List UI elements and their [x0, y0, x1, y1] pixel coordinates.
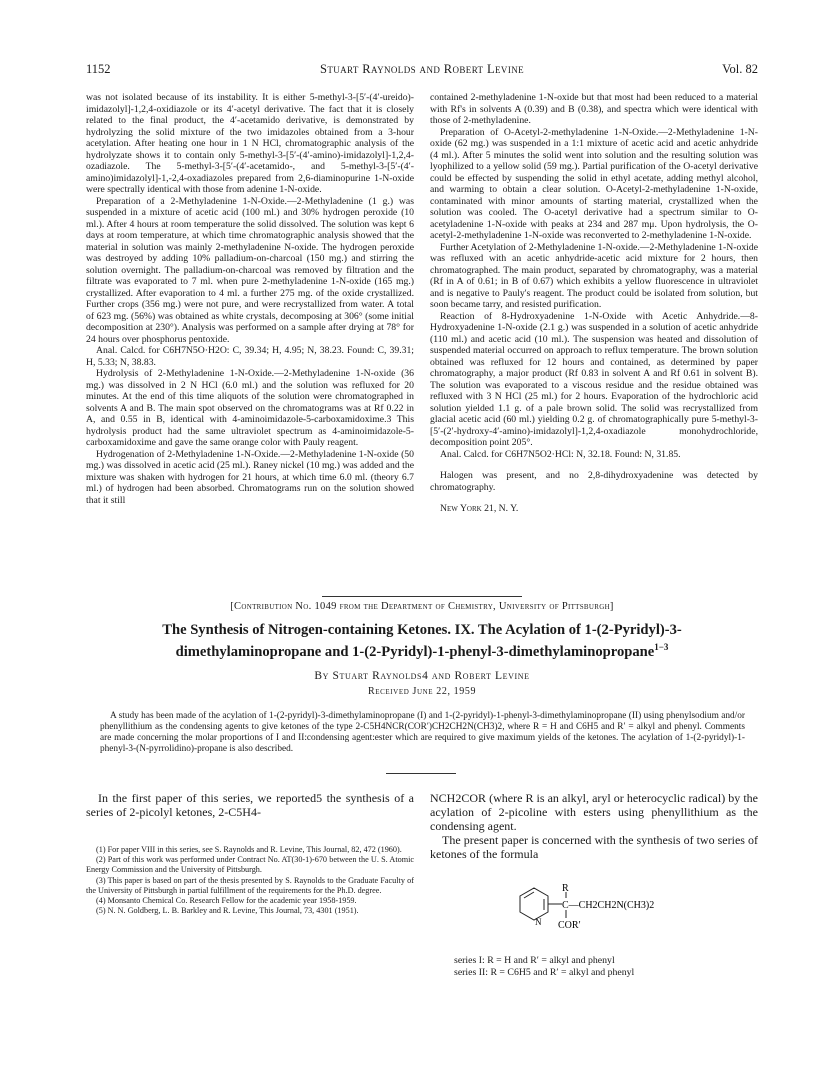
- paragraph: Reaction of 8-Hydroxyadenine 1-N-Oxide with Acetic Anhydride.—8-Hydroxyadenine 1-N-oxide (2.1 g.) was suspended in a solution of acetic anhydride (110 ml.) and acetic acid (10 ml.). The suspension was heated and dissolution of suspended material occurred on approach to reflux temperature. The brown solution obtained was refluxed for 12 hours and contained, as determined by paper chromatography, a major product (Rf 0.83 in solvent A and Rf 0.61 in solvent B). The solution was evaporated to a viscous residue and the residue obtained was refluxed with 3 N HCl (25 ml.) for 2 hours. Evaporation of the hydrochloric acid solution yielded 1.1 g. of a pale brown solid. The solid was recrystallized from glacial acetic acid (60 ml.) yielding 0.2 g. of chromatographically pure 5-methyl-3-[5′-(2′-hydroxy-4′-amino)-imidazolyl]-1,2,4-oxadiazole monohydrochloride, decomposition point 205°.: [430, 310, 758, 448]
- abstract: A study has been made of the acylation of 1-(2-pyridyl)-3-dimethylaminopropane (I) and 1-(2-pyridyl)-1-phenyl-3-dimethylaminopropane (II) using phenylsodium and/or phenyllithium as the condensing agents to give ketones of the type 2-C5H4NCR(COR′)CH2CH2N(CH3)2, where R = H and C6H5 and R′ = alkyl and phenyl. Comments are made concerning the molar proportions of I and II:condensing agent:ester which are required to give maximum yields of the ketones. The acylation of 1-(2-pyridyl)-1-phenyl-3-(N-pyrrolidino)-propane is also described.: [100, 711, 745, 754]
- location-line: New York 21, N. Y.: [440, 503, 519, 514]
- received-date: Received June 22, 1959: [367, 686, 477, 697]
- paragraph: was not isolated because of its instability. It is either 5-methyl-3-[5′-(4′-ureido)-imidazolyl]-1,2,4-oxidiazole or its 4′-acetyl derivative. The fact that it is closely related to the final product, the 4′-acetamido derivative, is demonstrated by hydrolyzing the solid mixture of the two imidazoles obtained from a 3-hour acetylation. After heating one hour in 1 N HCl, chromatographic analysis of the hydrolyzate shows it to contain only 5-methyl-3-[5′-(4′-amino)-imidazolyl]-1,2,4-ozadiazole. The 5-methyl-3-[5′-(4′-acetamido-, and 5-methyl-3-[5′-(4′-amino)imidazolyl]-1,-2,4-oxadiazoles prepared from 2,6-diaminopurine 1-N-oxide were spectrally identical with those from adenine 1-N-oxide.: [86, 92, 414, 195]
- r-label: R: [562, 883, 569, 894]
- footnotes: [86, 845, 414, 916]
- paragraph: Hydrolysis of 2-Methyladenine 1-N-Oxide.—2-Methyladenine 1-N-oxide (36 mg.) was dissolved in 2 N HCl (6.0 ml.) and the solution was refluxed for 20 minutes. At the end of this time aliquots of the solution were chromatographed in solvents A and B. The main spot observed on the chromatograms was at Rf 0.22 in A, and 0.55 in B, identical with 4-aminoimidazole-5-carboxamidoxime.3 This hydrolysis product had the same ultraviolet spectrum as 4-aminoimidazole-5-carboxamidoxime and gave the same orange color with Pauly reagent.: [86, 368, 414, 448]
- volume-number: Vol. 82: [722, 62, 758, 76]
- paragraph: Halogen was present, and no 2,8-dihydroxyadenine was detected by chromatography.: [430, 470, 758, 493]
- intro-right-column: [430, 791, 758, 861]
- footnote: (4) Monsanto Chemical Co. Research Fellow for the academic year 1958-1959.: [96, 896, 357, 906]
- paragraph: Preparation of O-Acetyl-2-methyladenine 1-N-Oxide.—2-Methyladenine 1-N-oxide (62 mg.) was suspended in a 1:1 mixture of acetic acid and acetic anhydride (4 ml.). After 5 minutes the solid went into solution and the resulting solution was lyophilized to a yellow solid (59 mg.). Partial purification of the O-acetyl derivative could be effected by suspending the solid in ethyl acetate, adding methyl alcohol, and warming to obtain a clear solution. O-Acetyl-2-methyladenine 1-N-oxide, contaminated with minor amounts of starting material, crystallized when the solution was cooled. The O-acetyl derivative had a spectrum similar to O-acetyladenine 1-N-oxide with peaks at 234 and 287 mμ. Upon hydrolysis, the O-acetyl-2-methyladenine 1-N-oxide was reconverted to 2-methyladenine 1-N-oxide.: [430, 126, 758, 241]
- series-item: series II: R = C6H5 and R′ = alkyl and phenyl: [454, 966, 635, 978]
- title-line: The Synthesis of Nitrogen-containing Ketones. IX. The Acylation of 1-(2-Pyridyl)-3-: [162, 622, 682, 638]
- chain-label: C—CH2CH2N(CH3)2: [562, 900, 655, 911]
- paragraph: Hydrogenation of 2-Methyladenine 1-N-Oxide.—2-Methyladenine 1-N-oxide (50 mg.) was dissolved in acetic acid (25 ml.). Raney nickel (10 mg.) was added and the mixture was shaken with hydrogen for 21 hours, at which time 6.0 ml. (theory 6.7 ml.) of hydrogen had been absorbed. Chromatograms run on the solution showed that it still: [86, 448, 414, 506]
- paragraph: Anal. Calcd. for C6H7N5O·H2O: C, 39.34; H, 4.95; N, 38.23. Found: C, 39.31; H, 5.33; N, 38.83.: [86, 345, 414, 368]
- footnote: (2) Part of this work was performed under Contract No. AT(30-1)-670 between the U. S. Atomic Energy Commission and the University of Pittsburgh.: [86, 855, 414, 875]
- right-column: [430, 92, 758, 515]
- footnote: (5) N. N. Goldberg, L. B. Barkley and R. Levine, This Journal, 73, 4301 (1951).: [96, 906, 359, 916]
- article-title: [86, 622, 758, 661]
- nitrogen-label: N: [535, 917, 542, 927]
- abstract-divider: [386, 773, 456, 774]
- footnote: (3) This paper is based on part of the thesis presented by S. Raynolds to the Graduate Faculty of the University of Pittsburgh in partial fulfillment of the requirements for the Ph.D. degree.: [86, 875, 414, 895]
- paragraph: NCH2COR (where R is an alkyl, aryl or heterocyclic radical) by the acylation of 2-picoline with esters using phenyllithium as the condensing agent.: [430, 791, 758, 833]
- chemical-structure: [500, 882, 720, 944]
- paragraph: Preparation of a 2-Methyladenine 1-N-Oxide.—2-Methyladenine (1 g.) was suspended in a mixture of acetic acid (100 ml.) and 30% hydrogen peroxide (10 ml.). After 4 hours at room temperature the solid dissolved. The solution was kept 6 days at room temperature, at which time chromatographic analysis showed that the material in solution was mainly 2-methyladenine N-oxide. The hydrogen peroxide was destroyed by adding 10% palladium-on-charcoal (150 mg.) and stirring the solution overnight. The palladium-on-charcoal was removed by filtration and the filtrate was evaporated to 7 ml. when pure 2-methyladenine 1-N-oxide (165 mg.) crystallized. After evaporation to 4 ml. a further 275 mg. of the oxide crystallized. Further crops (356 mg.) were not pure, and were recrystallized from water. A total of 623 mg. (56%) was obtained as white crystals, decomposing at 306° (some initial decomposition at 230°). Analysis was performed on a sample after drying at 78° for 24 hours over phosphorus pentoxide.: [86, 195, 414, 345]
- running-title: Stuart Raynolds and Robert Levine: [319, 62, 525, 76]
- authors: By Stuart Raynolds4 and Robert Levine: [314, 670, 530, 682]
- cor-label: COR′: [558, 920, 581, 931]
- contribution-line: [Contribution No. 1049 from the Department of Chemistry, University of Pittsburgh]: [230, 601, 614, 612]
- title-line: dimethylaminopropane and 1-(2-Pyridyl)-1-phenyl-3-dimethylaminopropane$^{1-3}$: [175, 642, 669, 660]
- paragraph: The present paper is concerned with the synthesis of two series of ketones of the formula: [430, 833, 758, 861]
- paragraph: In the first paper of this series, we reported5 the synthesis of a series of 2-picolyl ketones, 2-C5H4-: [86, 791, 414, 819]
- series-list: [454, 955, 634, 978]
- intro-left-column: [86, 791, 414, 819]
- paragraph: contained 2-methyladenine 1-N-oxide but that most had been reduced to a material with Rf's in solvents A (0.39) and B (0.38), and spectra which were identical with those of 2-methyladenine.: [430, 92, 758, 126]
- paragraph: Anal. Calcd. for C6H7N5O2·HCl: N, 32.18. Found: N, 31.85.: [440, 448, 681, 460]
- footnote: (1) For paper VIII in this series, see S. Raynolds and R. Levine, This Journal, 82, 472 (1960).: [96, 845, 402, 854]
- running-header: [86, 62, 758, 78]
- series-item: series I: R = H and R′ = alkyl and phenyl: [454, 955, 615, 966]
- section-divider: [322, 596, 522, 597]
- paragraph: Further Acetylation of 2-Methyladenine 1-N-oxide.—2-Methyladenine 1-N-oxide was refluxed with an acetic anhydride-acetic acid mixture for 2 hours, then chromatographed. The main product, separated by chromatography, was a material (Rf in A of 0.61; in B of 0.67) which exhibits a yellow fluorescence in ultraviolet and is negative to Pauly's reagent. The product could be isolated from solution, but soon became tarry, and resisted purification.: [430, 241, 758, 310]
- page-number: 1152: [86, 62, 111, 76]
- left-column: [86, 92, 414, 506]
